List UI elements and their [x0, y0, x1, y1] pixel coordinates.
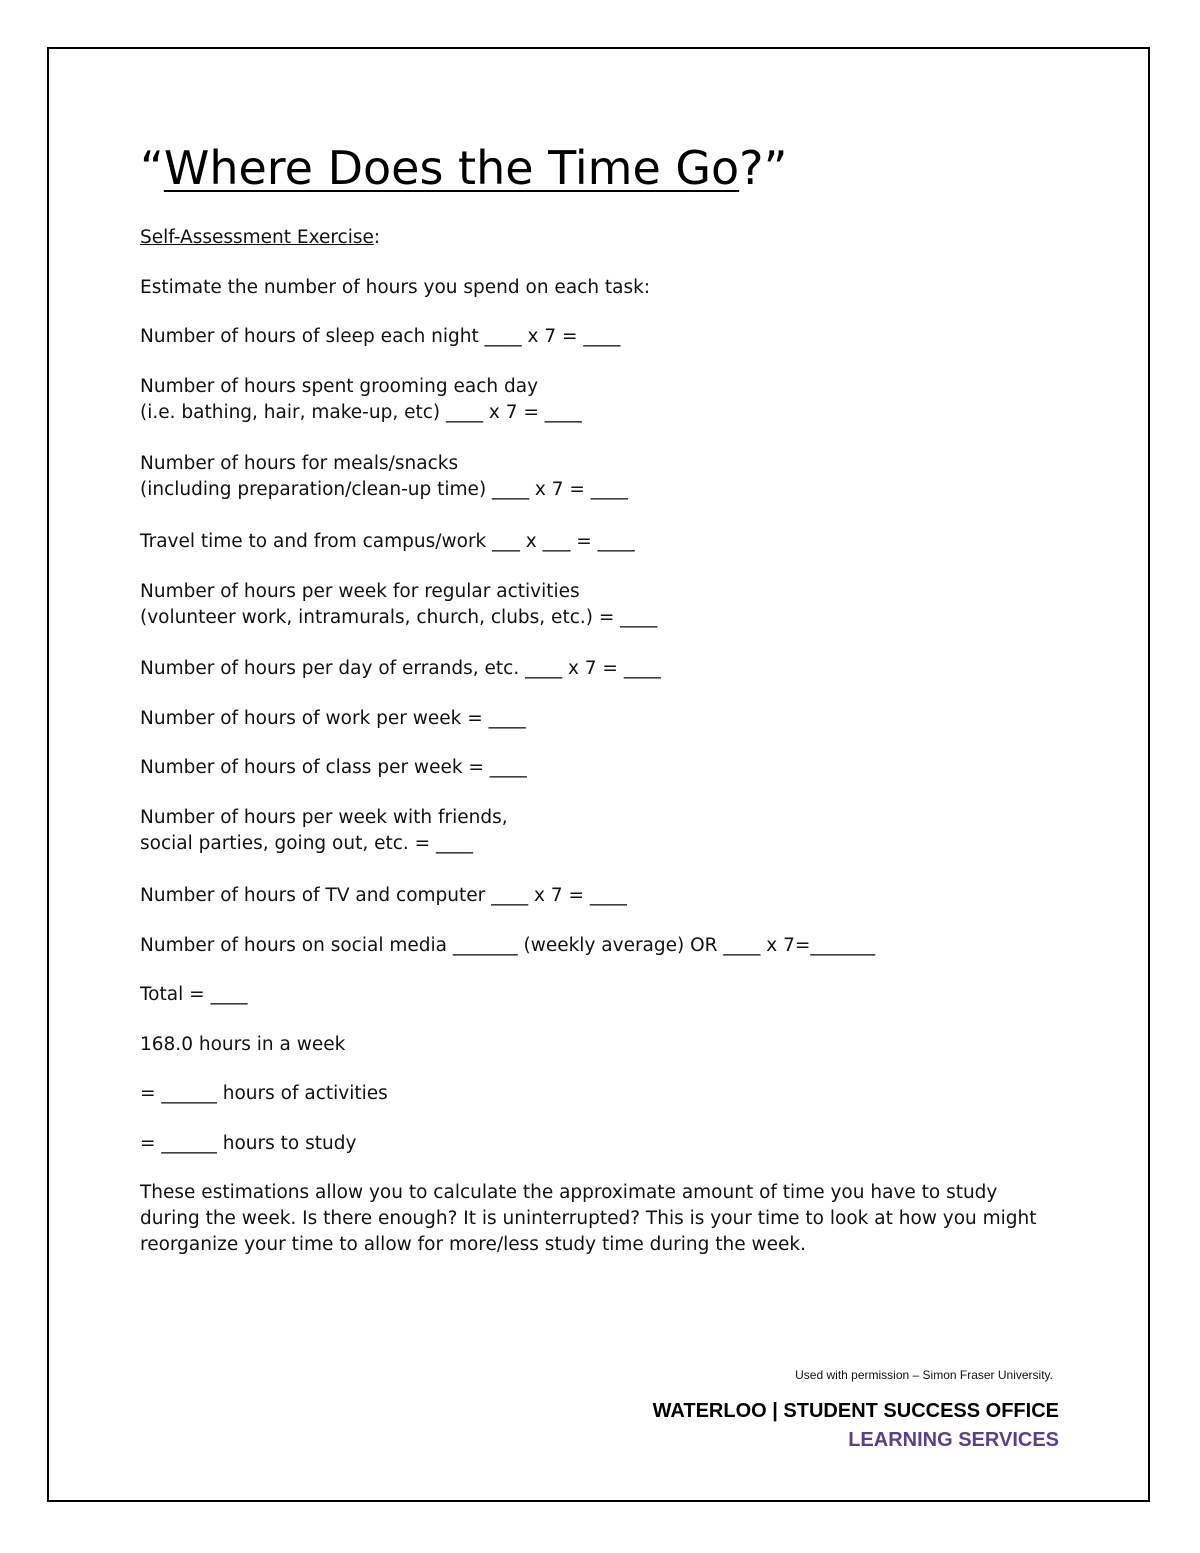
title-text: Where Does the Time Go [163, 141, 740, 195]
subtitle-suffix: : [373, 227, 381, 248]
item-class: Number of hours of class per week = ____ [140, 757, 527, 778]
subtitle-text: Self-Assessment Exercise [140, 227, 374, 248]
item-friends-line1: Number of hours per week with friends, [140, 807, 508, 828]
title-open-quote: “ [140, 141, 164, 195]
item-hours-activities: = ______ hours of activities [140, 1083, 388, 1104]
item-travel: Travel time to and from campus/work ___ x ___ = ____ [140, 531, 635, 552]
item-errands: Number of hours per day of errands, etc. ____ x 7 = ____ [140, 658, 661, 679]
closing-paragraph: These estimations allow you to calculate the approximate amount of time you have to study during the week. Is there enough? It is uninterrupted? This is your time to look at how you might reorganize your time to allow for more/less study time during the week. [140, 1182, 1037, 1255]
item-work: Number of hours of work per week = ____ [140, 708, 526, 729]
department-name: LEARNING SERVICES [848, 1429, 1059, 1451]
permission-note: Used with permission – Simon Fraser University. [795, 1368, 1053, 1382]
item-friends-line2: social parties, going out, etc. = ____ [140, 833, 474, 854]
organization-name: WATERLOO | STUDENT SUCCESS OFFICE [652, 1400, 1059, 1422]
item-hours-week: 168.0 hours in a week [140, 1034, 346, 1055]
item-grooming-line1: Number of hours spent grooming each day [140, 376, 539, 397]
item-meals-line1: Number of hours for meals/snacks [140, 453, 459, 474]
item-activities-line1: Number of hours per week for regular activities [140, 581, 580, 602]
item-activities-line2: (volunteer work, intramurals, church, clubs, etc.) = ____ [140, 607, 658, 628]
item-meals-line2: (including preparation/clean-up time) ____ x 7 = ____ [140, 479, 628, 500]
item-sleep: Number of hours of sleep each night ____ x 7 = ____ [140, 326, 621, 347]
page-title [140, 140, 787, 196]
item-social-media: Number of hours on social media _______ (weekly average) OR ____ x 7=_______ [140, 935, 876, 956]
intro-text: Estimate the number of hours you spend on each task: [140, 277, 651, 298]
subtitle [140, 225, 380, 251]
item-hours-study: = ______ hours to study [140, 1133, 357, 1154]
title-close: ?” [739, 141, 788, 195]
item-grooming-line2: (i.e. bathing, hair, make-up, etc) ____ x 7 = ____ [140, 402, 582, 423]
item-tv: Number of hours of TV and computer ____ x 7 = ____ [140, 885, 627, 906]
item-total: Total = ____ [140, 984, 248, 1005]
